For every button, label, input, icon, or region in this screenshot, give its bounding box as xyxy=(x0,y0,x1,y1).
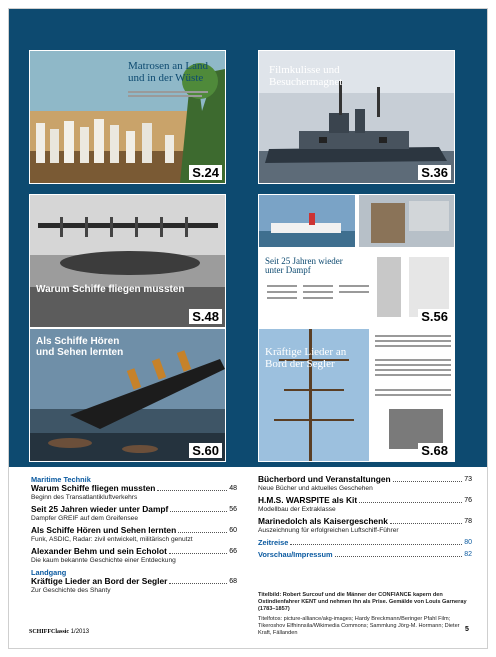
thumb-title-filmkulisse: Filmkulisse und Besuchermagnet xyxy=(269,64,343,88)
toc-entry[interactable]: Warum Schiffe fliegen mussten 48 Beginn des Transatlantikluftverkehrs xyxy=(31,483,237,501)
issue-number: 1/2013 xyxy=(70,629,90,635)
toc-entry[interactable]: Als Schiffe Hören und Sehen lernten 60 Funk, ASDIC, Radar: zivil entwickelt, militärisch genutzt xyxy=(31,525,237,543)
toc-left-column xyxy=(31,475,237,598)
toc-entry-vorschau[interactable]: Vorschau/Impressum 82 xyxy=(258,550,472,559)
toc-entry[interactable]: H.M.S. WARSPITE als Kit 76 Modellbau der Extraklasse xyxy=(258,495,472,513)
thumbnail-segler[interactable] xyxy=(259,329,454,461)
magazine-page xyxy=(8,8,488,649)
magazine-brand: SCHIFFClassic xyxy=(29,629,70,635)
toc-entry[interactable]: Marinedolch als Kaisergeschenk 78 Auszeichnung für erfolgreichen Luftschiff-Führer xyxy=(258,516,472,534)
thumbnail-panel xyxy=(9,9,487,467)
thumb-text-line xyxy=(128,95,202,97)
page-label-68: S.68 xyxy=(418,443,451,458)
toc-entry[interactable]: Bücherbord und Veranstaltungen 73 Neue Bücher und aktuelles Geschehen xyxy=(258,474,472,492)
photo-credits: Titelbild: Robert Surcouf und die Männer der CONFIANCE kapern den Ostindienfahrer KENT und nehmen ihn als Prise. Gemälde von Louis Garneray (1783–1857) Titelfotos: picture-alliance/akg-images; Hardy Breckmann/Beringer Pfahl Film; Tikeroshov Elfhinnsila/Wikimedia Commons; Sammlung Jörg-M. Hormann; Dieter Kraft, Fällanden xyxy=(258,592,467,636)
section-landgang: Landgang xyxy=(31,568,67,577)
thumbnail-dampfer[interactable] xyxy=(259,195,454,327)
section-maritime-technik: Maritime Technik xyxy=(31,475,91,484)
page-label-60: S.60 xyxy=(189,443,222,458)
page-label-56: S.56 xyxy=(418,309,451,324)
thumbnail-hoeren-sehen[interactable] xyxy=(30,329,225,461)
page-label-36: S.36 xyxy=(418,165,451,180)
flying-boat-photo xyxy=(30,195,225,327)
thumb-title-segler: Kräftige Lieder an Bord der Segler xyxy=(265,346,347,370)
thumb-title-flugboot: Warum Schiffe fliegen mussten xyxy=(36,284,185,295)
toc-entry[interactable]: Kräftige Lieder an Bord der Segler 68 Zur Geschichte des Shanty xyxy=(31,576,237,594)
toc-right-column xyxy=(258,475,472,559)
thumb-text-line xyxy=(128,91,208,93)
thumb-title-matrosen: Matrosen an Land und in der Wüste xyxy=(128,60,209,84)
toc-entry[interactable]: Seit 25 Jahren wieder unter Dampf 56 Dampfer GREIF auf dem Greifensee xyxy=(31,504,237,522)
thumb-title-hoeren-sehen: Als Schiffe Hören und Sehen lernten xyxy=(36,336,124,358)
page-label-24: S.24 xyxy=(189,165,222,180)
page-label-48: S.48 xyxy=(189,309,222,324)
toc-entry[interactable]: Alexander Behm und sein Echolot 66 Die kaum bekannte Geschichte einer Entdeckung xyxy=(31,546,237,564)
footer xyxy=(29,629,89,635)
page-number: 5 xyxy=(465,626,469,633)
toc-entry-zeitreise[interactable]: Zeitreise 80 xyxy=(258,538,472,547)
thumbnail-flugboot[interactable] xyxy=(30,195,225,327)
thumbnail-matrosen[interactable] xyxy=(30,51,225,183)
thumbnail-filmkulisse[interactable] xyxy=(259,51,454,183)
thumb-title-dampfer: Seit 25 Jahren wieder unter Dampf xyxy=(265,256,343,276)
